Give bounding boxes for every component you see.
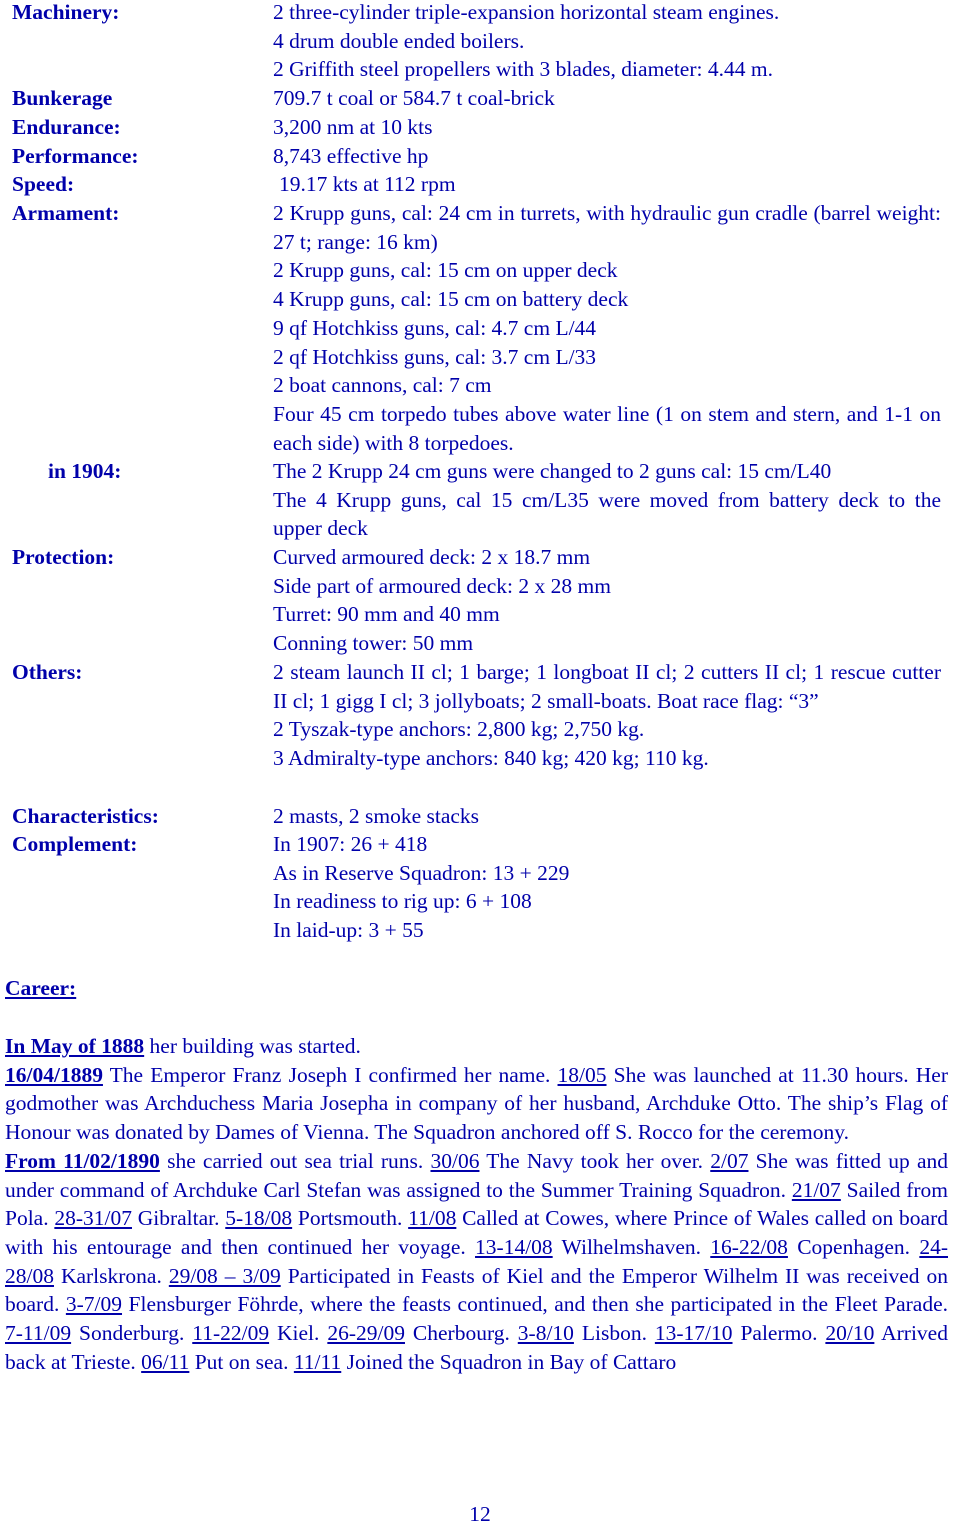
career-date: 06/11 bbox=[141, 1349, 190, 1374]
career-date: 13-17/10 bbox=[654, 1321, 733, 1346]
machinery-line: 4 drum double ended boilers. bbox=[273, 28, 525, 53]
career-event: Put on sea. bbox=[189, 1349, 294, 1374]
armament-line: 2 Krupp guns, cal: 24 cm in turrets, with hydraulic gun cradle (barrel weight: 27 t; range: 16 km) bbox=[273, 201, 941, 254]
career-event: Arrived back at Trieste. bbox=[5, 1321, 948, 1374]
career-event: Palermo. bbox=[732, 1321, 826, 1346]
complement-line: In 1907: 26 + 418 bbox=[273, 832, 428, 856]
others-line: 3 Admiralty-type anchors: 840 kg; 420 kg; 110 kg. bbox=[273, 746, 709, 771]
machinery-line: 2 three-cylinder triple-expansion horizontal steam engines. bbox=[273, 0, 780, 24]
label-characteristics: Characteristics: bbox=[12, 804, 159, 828]
label-bunkerage: Bunkerage bbox=[12, 86, 113, 110]
label-performance: Performance: bbox=[12, 144, 139, 168]
career-date: 28-31/07 bbox=[54, 1206, 132, 1231]
career-event: Copenhagen. bbox=[787, 1234, 920, 1259]
armament-line: 2 Krupp guns, cal: 15 cm on upper deck bbox=[273, 258, 618, 283]
protection-line: Turret: 90 mm and 40 mm bbox=[273, 602, 500, 627]
protection-line: Side part of armoured deck: 2 x 28 mm bbox=[273, 573, 611, 598]
value-complement bbox=[273, 830, 943, 945]
career-date: 11-22/09 bbox=[192, 1321, 270, 1346]
value-armament bbox=[273, 199, 941, 457]
career-event: her building was started. bbox=[144, 1034, 361, 1058]
career-date: 16-22/08 bbox=[710, 1234, 788, 1259]
career-event: Joined the Squadron in Bay of Cattaro bbox=[341, 1349, 677, 1374]
label-machinery: Machinery: bbox=[12, 0, 120, 24]
others-line: 2 Tyszak-type anchors: 2,800 kg; 2,750 kg. bbox=[273, 717, 645, 742]
label-armament: Armament: bbox=[12, 201, 120, 225]
value-performance: 8,743 effective hp bbox=[273, 144, 429, 168]
career-event: She was fitted up and under command of Archduke Carl Stefan was assigned to the Summer Training Squadron. bbox=[5, 1148, 949, 1202]
value-machinery bbox=[273, 0, 943, 84]
career-event: Cherbourg. bbox=[404, 1321, 518, 1346]
career-event: Flensburger Föhrde, where the feasts continued, and then she participated in the Fleet Parade. bbox=[122, 1292, 949, 1317]
career-paragraph bbox=[5, 1032, 948, 1061]
career-event: Lisbon. bbox=[573, 1321, 655, 1346]
career-paragraph bbox=[5, 1061, 948, 1147]
armament-line: 4 Krupp guns, cal: 15 cm on battery deck bbox=[273, 287, 629, 312]
career-date: 26-29/09 bbox=[327, 1321, 405, 1346]
career-event: Kiel. bbox=[269, 1321, 328, 1346]
armament-line: Four 45 cm torpedo tubes above water line (1 on stem and stern, and 1-1 on each side) with 8 torpedoes. bbox=[273, 401, 941, 455]
label-in-1904: in 1904: bbox=[48, 459, 122, 483]
career-date: 21/07 bbox=[791, 1177, 841, 1202]
career-text bbox=[5, 1032, 948, 1376]
armament-line: 2 qf Hotchkiss guns, cal: 3.7 cm L/33 bbox=[273, 344, 597, 369]
career-date: 16/04/1889 bbox=[5, 1062, 103, 1087]
career-date: 3-8/10 bbox=[517, 1321, 574, 1346]
complement-line: In laid-up: 3 + 55 bbox=[273, 918, 424, 943]
complement-line: As in Reserve Squadron: 13 + 229 bbox=[273, 860, 570, 885]
career-event: She was launched at 11.30 hours. Her godmother was Archduchess Maria Josepha in company of her husband, Archduke Otto. The ship’s Flag of Honour was donated by Dames of Vienna. The Squadron anchored off S. Rocco for the ceremony. bbox=[5, 1062, 949, 1145]
career-date: 3-7/09 bbox=[65, 1292, 123, 1317]
value-protection bbox=[273, 543, 943, 658]
career-event: Sailed from Pola. bbox=[5, 1177, 948, 1231]
in-1904-line: The 2 Krupp 24 cm guns were changed to 2 guns cal: 15 cm/L40 bbox=[273, 459, 832, 483]
career-date: 13-14/08 bbox=[475, 1234, 553, 1259]
machinery-line: 2 Griffith steel propellers with 3 blades, diameter: 4.44 m. bbox=[273, 57, 773, 82]
label-endurance: Endurance: bbox=[12, 115, 121, 139]
career-event: The Emperor Franz Joseph I confirmed her name. bbox=[102, 1062, 558, 1087]
career-date: From 11/02/1890 bbox=[5, 1148, 160, 1173]
career-event: The Navy took her over. bbox=[479, 1148, 711, 1173]
label-protection: Protection: bbox=[12, 545, 115, 569]
career-date: 18/05 bbox=[557, 1062, 607, 1087]
career-date: 7-11/09 bbox=[5, 1321, 72, 1346]
career-event: Portsmouth. bbox=[292, 1206, 409, 1231]
career-date: 5-18/08 bbox=[225, 1206, 293, 1231]
others-line: 2 steam launch II cl; 1 barge; 1 longboat II cl; 2 cutters II cl; 1 rescue cutter II cl; 1 gigg I cl; 3 jollyboats; 2 small-boats. Boat race flag: “3” bbox=[273, 660, 941, 713]
value-bunkerage: 709.7 t coal or 584.7 t coal-brick bbox=[273, 86, 555, 110]
career-heading: Career: bbox=[5, 976, 77, 1000]
career-date: 24-28/08 bbox=[5, 1234, 948, 1288]
label-others: Others: bbox=[12, 660, 83, 684]
career-date: In May of 1888 bbox=[5, 1034, 145, 1058]
career-event: Gibraltar. bbox=[131, 1206, 226, 1231]
career-date: 29/08 – 3/09 bbox=[168, 1263, 281, 1288]
value-characteristics: 2 masts, 2 smoke stacks bbox=[273, 804, 480, 828]
career-event: Called at Cowes, where Prince of Wales called on board with his entourage and then continued her voyage. bbox=[5, 1206, 948, 1259]
career-paragraph bbox=[5, 1147, 948, 1377]
career-date: 2/07 bbox=[710, 1148, 749, 1173]
career-event: Karlskrona. bbox=[53, 1263, 169, 1288]
career-event: Participated in Feasts of Kiel and the Emperor Wilhelm II was received on board. bbox=[5, 1263, 948, 1317]
label-speed: Speed: bbox=[12, 172, 75, 196]
page-number: 12 bbox=[469, 1502, 491, 1526]
career-event: Sonderburg. bbox=[71, 1321, 193, 1346]
value-endurance: 3,200 nm at 10 kts bbox=[273, 115, 433, 139]
armament-line: 2 boat cannons, cal: 7 cm bbox=[273, 373, 492, 398]
career-date: 20/10 bbox=[825, 1321, 875, 1346]
career-date: 11/08 bbox=[408, 1206, 457, 1231]
armament-line: 9 qf Hotchkiss guns, cal: 4.7 cm L/44 bbox=[273, 315, 597, 340]
career-event: Wilhelmshaven. bbox=[552, 1234, 711, 1259]
value-speed: 19.17 kts at 112 rpm bbox=[279, 172, 456, 196]
complement-line: In readiness to rig up: 6 + 108 bbox=[273, 889, 532, 914]
value-in-1904 bbox=[273, 457, 941, 543]
in-1904-line: The 4 Krupp guns, cal 15 cm/L35 were moved from battery deck to the upper deck bbox=[273, 487, 941, 541]
career-date: 11/11 bbox=[293, 1349, 342, 1374]
protection-line: Curved armoured deck: 2 x 18.7 mm bbox=[273, 545, 591, 569]
label-complement: Complement: bbox=[12, 832, 138, 856]
value-others bbox=[273, 658, 941, 773]
career-event: she carried out sea trial runs. bbox=[159, 1148, 431, 1173]
protection-line: Conning tower: 50 mm bbox=[273, 631, 474, 656]
career-date: 30/06 bbox=[430, 1148, 480, 1173]
